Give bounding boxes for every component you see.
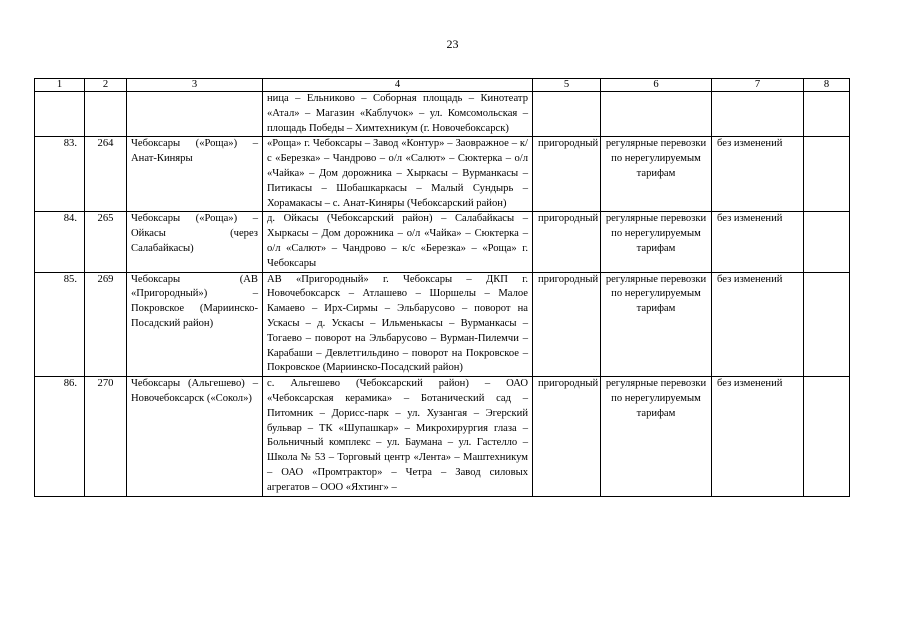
- table-row: [35, 137, 850, 212]
- route-extra: [804, 272, 850, 377]
- transport-mode: регулярные перевозки по нерегулируемым тарифам: [601, 212, 712, 272]
- route-code: 264: [85, 137, 127, 212]
- route-stops: ница – Ельниково – Соборная площадь – Кинотеатр «Атал» – Магазин «Каблучок» – ул. Комсомольская – площадь Победы – Химтехникум (г. Новочебоксарск): [263, 92, 533, 137]
- route-type: [533, 92, 601, 137]
- route-extra: [804, 212, 850, 272]
- route-change: без изменений: [712, 272, 804, 377]
- column-number: 4: [263, 79, 533, 92]
- column-number: 2: [85, 79, 127, 92]
- table-row: [35, 377, 850, 496]
- transport-mode: регулярные перевозки по нерегулируемым тарифам: [601, 272, 712, 377]
- column-number: 8: [804, 79, 850, 92]
- route-change: [712, 92, 804, 137]
- route-name: Чебоксары («Роща») – Анат-Киняры: [127, 137, 263, 212]
- table-row: [35, 212, 850, 272]
- route-number: 86.: [35, 377, 85, 496]
- route-number: 83.: [35, 137, 85, 212]
- route-code: 269: [85, 272, 127, 377]
- route-name: Чебоксары (АВ «Пригородный») – Покровское (Мариинско-Посадский район): [127, 272, 263, 377]
- route-extra: [804, 377, 850, 496]
- column-number: 5: [533, 79, 601, 92]
- route-code: 265: [85, 212, 127, 272]
- route-stops: с. Альгешево (Чебоксарский район) – ОАО «Чебоксарская керамика» – Ботанический сад – Питомник – Дорисс-парк – ул. Хузангая – Эгерский бульвар – ТК «Шупашкар» – Микрохирургия глаза – Больничный комплекс – ул. Баумана – ул. Гастелло – Школа № 53 – Торговый центр «Лента» – Маштехникум – ОАО «Промтрактор» – Четра – Завод силовых агрегатов – ООО «Яхтинг» –: [263, 377, 533, 496]
- route-stops: АВ «Пригородный» г. Чебоксары – ДКП г. Новочебоксарск – Атлашево – Шоршелы – Малое Камаево – Ирх-Сирмы – Эльбарусово – поворот на Ускасы – д. Ускасы – Ильменькасы – Вурманкасы – Тогаево – поворот на Эльбарусово – Вурман-Пилемчи – Карабаши – Девлетгильдино – поворот на Покровское – Покровское (Мариинско-Посадский район): [263, 272, 533, 377]
- page-number: 23: [446, 37, 459, 51]
- route-name: Чебоксары («Роща») – Ойкасы (через Салабайкасы): [127, 212, 263, 272]
- transport-mode: [601, 92, 712, 137]
- column-number: 7: [712, 79, 804, 92]
- route-type: пригородный: [533, 377, 601, 496]
- route-type: пригородный: [533, 137, 601, 212]
- route-table: [34, 78, 850, 497]
- route-number: 85.: [35, 272, 85, 377]
- route-change: без изменений: [712, 212, 804, 272]
- route-stops: д. Ойкасы (Чебоксарский район) – Салабайкасы – Хыркасы – Дом дорожника – о/л «Чайка» – Сюктерка – о/л «Салют» – Чандрово – к/с «Березка» – «Роща» г. Чебоксары: [263, 212, 533, 272]
- route-change: без изменений: [712, 377, 804, 496]
- column-number-row: [35, 79, 850, 92]
- transport-mode: регулярные перевозки по нерегулируемым тарифам: [601, 137, 712, 212]
- column-number: 1: [35, 79, 85, 92]
- transport-mode: регулярные перевозки по нерегулируемым тарифам: [601, 377, 712, 496]
- route-extra: [804, 137, 850, 212]
- route-stops: «Роща» г. Чебоксары – Завод «Контур» – Заовражное – к/с «Березка» – Чандрово – о/л «Салют» – Сюктерка – о/л «Чайка» – Дом дорожника – Хыркасы – Вурманкасы – Питикасы – Шобашкаркасы – Малый Сундырь – Хорамакасы – с. Анат-Киняры (Чебоксарский район): [263, 137, 533, 212]
- route-change: без изменений: [712, 137, 804, 212]
- table-row: [35, 272, 850, 377]
- route-code: [85, 92, 127, 137]
- route-number: [35, 92, 85, 137]
- route-type: пригородный: [533, 212, 601, 272]
- route-code: 270: [85, 377, 127, 496]
- column-number: 3: [127, 79, 263, 92]
- route-name: [127, 92, 263, 137]
- route-name: Чебоксары (Альгешево) – Новочебоксарск («Сокол»): [127, 377, 263, 496]
- route-number: 84.: [35, 212, 85, 272]
- route-extra: [804, 92, 850, 137]
- route-type: пригородный: [533, 272, 601, 377]
- table-row: [35, 92, 850, 137]
- column-number: 6: [601, 79, 712, 92]
